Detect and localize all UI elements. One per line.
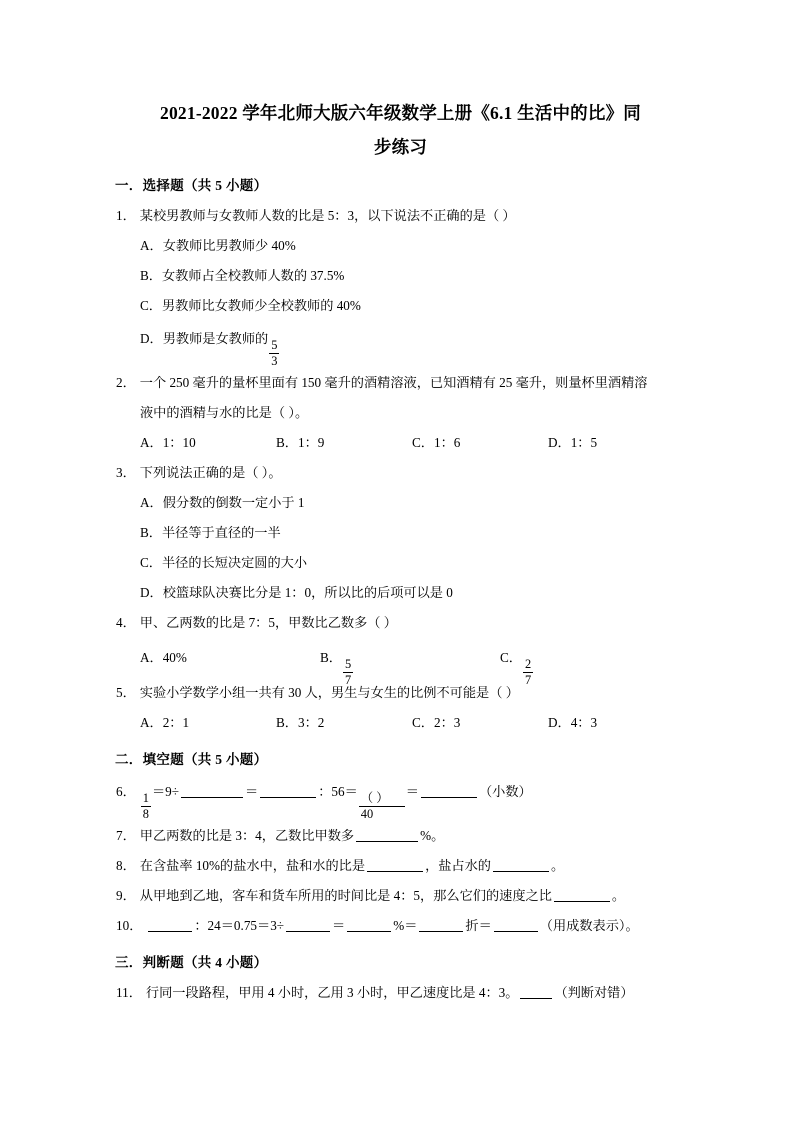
page-title (113, 96, 688, 164)
question-4-number: 4． (116, 614, 136, 630)
question-11-text-after: （判断对错） (554, 984, 634, 1000)
question-1 (116, 201, 688, 231)
question-9 (116, 881, 688, 911)
page-title-line-1: 2021-2022 学年北师大版六年级数学上册《6.1 生活中的比》同 (160, 103, 641, 123)
question-10-seg-4: 折＝ (465, 917, 492, 933)
question-4-option-b-label: B． (320, 649, 342, 665)
section-heading-fill-blank: 二．填空题（共 5 小题） (115, 751, 268, 767)
question-7-number: 7． (116, 827, 136, 843)
section-heading-true-false: 三．判断题（共 4 小题） (115, 954, 268, 970)
question-8-body (140, 851, 688, 881)
question-10-blank-4[interactable] (419, 931, 463, 932)
question-10-blank-1[interactable] (148, 931, 192, 932)
question-1-option-d-label: D．男教师是女教师的 (140, 331, 269, 346)
question-7-body (140, 821, 688, 851)
question-4-options (140, 638, 688, 687)
question-5-option-c[interactable]: C．2：3 (412, 714, 461, 730)
question-10-seg-3: %＝ (393, 917, 418, 933)
question-6-eq-3: ：56＝ (318, 783, 358, 799)
question-2-options (140, 428, 688, 458)
question-4 (116, 608, 688, 638)
question-4-option-a[interactable]: A．40% (140, 649, 187, 665)
question-9-blank-1[interactable] (554, 901, 610, 902)
question-8-blank-1[interactable] (367, 871, 423, 872)
question-10-number: 10． (116, 917, 143, 933)
fraction-denominator: 7 (344, 672, 352, 687)
question-5-option-b[interactable]: B．3：2 (276, 714, 325, 730)
question-6-eq-1: ＝9÷ (151, 783, 180, 799)
question-11-blank-1[interactable] (520, 998, 552, 999)
question-6-eq-2: ＝ (245, 783, 259, 799)
question-6-fraction-paren-over-40[interactable] (359, 792, 405, 821)
question-1-text: 某校男教师与女教师人数的比是 5：3，以下说法不正确的是（ ） (139, 208, 516, 223)
question-7-text-after: %。 (420, 827, 445, 843)
question-9-text-before: 从甲地到乙地，客车和货车所用的时间比是 4：5，那么它们的速度之比 (139, 887, 552, 903)
question-5-option-d[interactable]: D．4：3 (548, 714, 598, 730)
question-8-text-before: 在含盐率 10%的盐水中，盐和水的比是 (139, 857, 366, 873)
question-2-text-line-1: 一个 250 毫升的量杯里面有 150 毫升的酒精溶液，已知酒精有 25 毫升，则量杯里酒精溶 (139, 374, 648, 390)
question-4-option-c-label: C． (500, 649, 522, 665)
question-8-blank-2[interactable] (493, 871, 549, 872)
question-5-text: 实验小学数学小组一共有 30 人，男生与女生的比例不可能是（ ） (139, 684, 519, 700)
question-10-body (146, 911, 688, 941)
question-3-option-c[interactable]: C．半径的长短决定圆的大小 (140, 554, 308, 570)
question-6-eq-4: ＝ (405, 783, 419, 799)
question-9-body (140, 881, 688, 911)
question-7-blank-1[interactable] (356, 841, 418, 842)
page-title-line-2: 步练习 (373, 137, 428, 157)
question-2-number: 2． (116, 374, 136, 390)
question-5-option-a[interactable]: A．2：1 (140, 714, 190, 730)
question-8-number: 8． (116, 857, 136, 873)
question-3 (116, 458, 688, 488)
fraction-denominator: 8 (142, 806, 149, 821)
question-2-option-c[interactable]: C．1：6 (412, 434, 461, 450)
question-6-number: 6． (116, 783, 136, 799)
fraction-numerator: （ ） (359, 792, 405, 807)
question-5 (116, 678, 688, 708)
fraction-numerator: 5 (269, 339, 279, 354)
question-7 (116, 821, 688, 851)
question-2-option-a[interactable]: A．1：10 (140, 434, 196, 450)
question-1-option-a[interactable]: A．女教师比男教师少 40% (140, 238, 296, 253)
question-2-option-d[interactable]: D．1：5 (548, 434, 598, 450)
question-8 (116, 851, 688, 881)
fraction-numerator: 2 (523, 658, 533, 673)
question-1-number: 1． (116, 208, 136, 223)
question-1-option-c[interactable]: C．男教师比女教师少全校教师的 40% (140, 298, 361, 313)
question-11-text-before: 行同一段路程，甲用 4 小时，乙用 3 小时，甲乙速度比是 4：3。 (145, 984, 519, 1000)
question-11-body (146, 978, 688, 1008)
question-10-seg-2: ＝ (332, 917, 346, 933)
fraction-numerator: 1 (141, 792, 151, 807)
question-9-text-after: 。 (611, 887, 626, 903)
question-5-number: 5． (116, 684, 136, 700)
document-content (113, 96, 688, 1008)
question-10-blank-3[interactable] (347, 931, 391, 932)
question-6-blank-1[interactable] (181, 797, 243, 798)
question-1-option-d-fraction (269, 339, 279, 368)
question-5-options (140, 708, 688, 738)
question-6-blank-3[interactable] (421, 797, 477, 798)
question-10-blank-5[interactable] (494, 931, 538, 932)
question-6-fraction-one-eighth (141, 792, 151, 821)
question-11 (116, 978, 688, 1008)
fraction-denominator: 40 (360, 806, 374, 821)
question-1-option-d[interactable] (140, 321, 688, 368)
question-3-option-d[interactable]: D．校篮球队决赛比分是 1：0，所以比的后项可以是 0 (140, 584, 453, 600)
question-7-text-before: 甲乙两数的比是 3：4，乙数比甲数多 (139, 827, 355, 843)
question-6-blank-2[interactable] (260, 797, 316, 798)
fraction-denominator: 7 (524, 672, 532, 687)
question-6 (116, 775, 688, 821)
question-8-text-after: 。 (551, 857, 565, 873)
question-11-number: 11． (116, 984, 142, 1000)
fraction-denominator: 3 (271, 353, 278, 368)
section-heading-choice: 一．选择题（共 5 小题） (115, 178, 268, 193)
question-6-tail: （小数） (478, 783, 532, 799)
question-8-text-middle: ，盐占水的 (425, 857, 491, 873)
question-3-option-b[interactable]: B．半径等于直径的一半 (140, 524, 281, 540)
question-2-text-line-2: 液中的酒精与水的比是（ ）。 (140, 404, 309, 420)
question-9-number: 9． (116, 887, 136, 903)
question-3-text: 下列说法正确的是（ ）。 (139, 464, 282, 480)
question-3-option-a[interactable]: A．假分数的倒数一定小于 1 (140, 494, 305, 510)
question-10-seg-5: （用成数表示）。 (539, 917, 639, 933)
question-10 (116, 911, 688, 941)
question-2-option-b[interactable]: B．1：9 (276, 434, 325, 450)
question-4-text: 甲、乙两数的比是 7：5，甲数比乙数多（ ） (139, 614, 397, 630)
question-2 (116, 368, 688, 398)
fraction-numerator: 5 (343, 658, 353, 673)
question-3-number: 3． (116, 464, 136, 480)
question-10-blank-2[interactable] (286, 931, 330, 932)
question-1-option-b[interactable]: B．女教师占全校教师人数的 37.5% (140, 268, 345, 283)
question-6-body (140, 775, 688, 821)
question-10-seg-1: ：24＝0.75＝3÷ (194, 917, 285, 933)
